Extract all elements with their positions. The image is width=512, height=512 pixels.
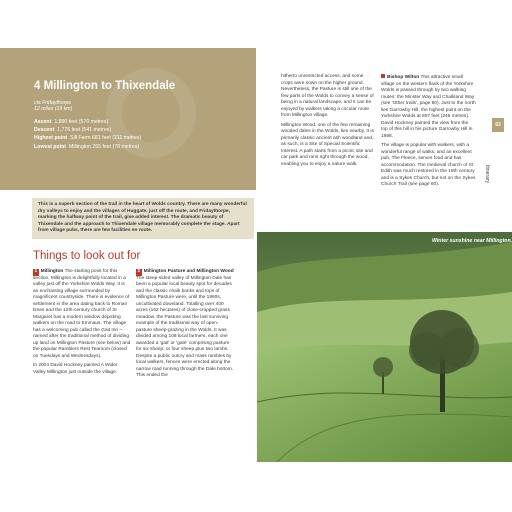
bullet-square-icon [381, 74, 385, 78]
stat-ascent: Ascent 1,890 feet (570 metres) [34, 119, 109, 125]
text-column-2 [136, 269, 234, 383]
route-title: 4 Millington to Thixendale [34, 80, 176, 92]
paragraph: Millington Wood, one of the few remaining wooded dales in the Wolds, lies nearby. It is primarily classic ancient ash woodland and, as such, is a Site of Special Scientific Interest. A path starts from a picnic site and car park and runs right through the wood, enabling you to enjoy a nature walk. [281, 122, 374, 167]
text-column-3 [281, 74, 375, 171]
paragraph: hitherto unrestricted access, and some crops were sown on the higher ground. Nevertheless, the Pasture is still one of the few parts of the Wolds to convey a sense of being in a natural landscape, and it can be enjoyed by walkers taking a circular route from Millington village. [281, 74, 374, 118]
item-heading: Bishop Wilton [387, 75, 420, 80]
item-text: The starting point for this section, Millington is delightfully located in a valley just off the Yorkshire Wolds Way. It is an enchanting village surrounded by magnificent countryside. There is evidence of settlement in the area dating back to Roman times and the 12th-century church of St Margaret has a modern window depicting walkers on the road to Emmaus. The village has a welcoming pub called the Gait Inn – named after the traditional method of dividing up land on Millington Pasture (see below) and the popular Ramblers Rest Tearoom (closed on Tuesdays and Wednesdays). [33, 269, 131, 359]
route-via [34, 100, 72, 112]
item-heading: Millington Pasture and Millington Wood [143, 269, 234, 274]
side-section-label: Itinerary [484, 165, 490, 184]
things-heading: Things to look out for [33, 250, 141, 262]
text-column-1 [33, 269, 131, 379]
photo-caption: Winter sunshine near Millington. [432, 238, 512, 244]
item-text: This attractive small village on the western flank of the Yorkshire Wolds is passed through by two walking routes: the Minster Way and Chalkland Way (see 'Other trails', page 80). Just to the north lies Garrowby Hill, the highest point on the Yorkshire Wolds at 807 feet (246 metres). David Hockney painted the view from the top of this hill in his picture Garrowby Hill in 1998. [381, 75, 476, 139]
item-heading: Millington [40, 269, 64, 274]
item-bishop-wilton [381, 74, 476, 140]
paragraph: The village is popular with walkers, with a wonderful range of walks, and an excellent pub, The Fleece, serves food and has accommodation. The medieval church of St Edith was much restored in the 19th century and is a Sykes Church, but not on the Sykes Church Trail (see page 60). [381, 143, 476, 187]
item-number-badge: 2 [137, 269, 141, 274]
item-text: The steep-sided valley of Millington Dale has been a popular local beauty spot for decades and the classic chalk banks and tops of Millington Pasture were, until the 1960s, uncultivated downland. Totalling over 400 acres (162 hectares) of close-cropped grass meadow, the Pasture was the last surviving example of the traditional way of open-pasture sheep-grazing in the Wolds. It was divided among 108 local farmers, each one awarded a 'gait' or 'gate' comprising pasture for six sheep; or four sheep plus two lambs. Despite a public outcry and mass rambles by local walkers, fences were erected along the narrow road running through the Dale bottom. This ended the [136, 275, 234, 378]
item-millington-pasture [136, 269, 234, 380]
page-number: 63 [492, 118, 504, 132]
item-number-badge: 1 [34, 269, 38, 274]
item-millington [33, 269, 131, 360]
landscape-photo [257, 232, 512, 462]
landscape-illustration [257, 232, 512, 462]
text-column-4 [381, 74, 476, 192]
section-intro: This is a superb section of the trail in the heart of Wolds country. There are many wonderful dry valleys to enjoy and the villages of Huggate, just off the route, and Fridaythorpe, marking the halfway point of the trail, give added interest. The dramatic beauty of Thixendale and the approach to Thixendale village memorably complete the stage. Apart from village pubs, there are few facilities en route. [32, 198, 254, 239]
item-millington-extra: In 2004 David Hockney painted A Wider Valley Millington just outside the village. [33, 363, 118, 375]
route-via-text: via Fridaythorpe [34, 100, 72, 106]
route-stats [34, 118, 234, 151]
route-distance: 12 miles (19 km) [34, 106, 73, 112]
stat-lowest: Lowest point Millington 255 feet (78 metres) [34, 143, 140, 150]
stat-descent: Descent 1,776 feet (541 metres) [34, 127, 112, 134]
stat-highest: Highest point Sill Farm 681 feet (211 metres) [34, 135, 142, 142]
